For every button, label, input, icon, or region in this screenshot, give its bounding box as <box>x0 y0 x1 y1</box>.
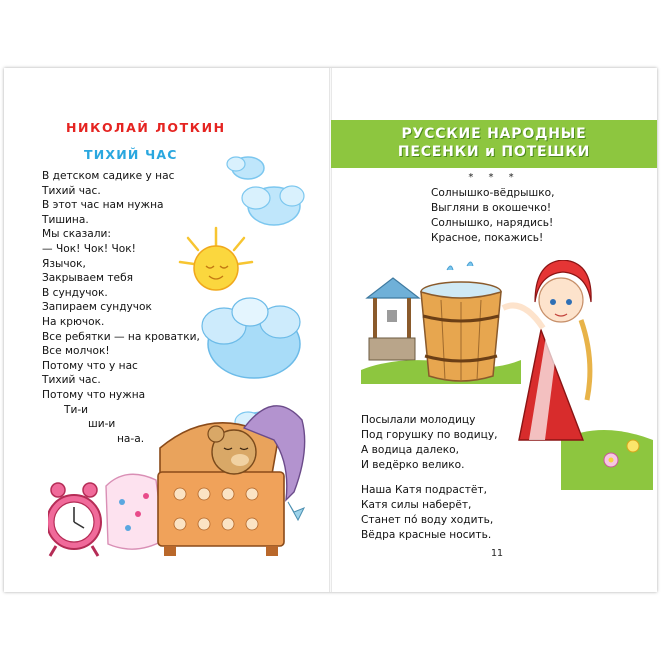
verse-block <box>431 186 554 246</box>
poem-line: Запираем сундучок <box>42 301 152 314</box>
verse-line: Вёдра красные носить. <box>361 529 492 541</box>
poem-line: Все молчок! <box>42 345 110 358</box>
verse-line: Солнышко-вёдрышко, <box>431 187 555 199</box>
cloud-icon <box>202 298 300 378</box>
poem-title: ТИХИЙ ЧАС <box>84 147 178 162</box>
bucket-icon <box>421 262 501 382</box>
verse-line: Катя силы наберёт, <box>361 499 472 511</box>
well-icon <box>367 278 419 360</box>
verse-line: А водица далеко, <box>361 444 459 456</box>
verse-line: Солнышко, нарядись! <box>431 217 554 229</box>
verse-block <box>361 483 493 543</box>
verse-line: И ведёрко велико. <box>361 459 465 471</box>
verse-line: Выгляни в окошечко! <box>431 202 552 214</box>
girl-icon <box>503 260 591 440</box>
poem-line: В сундучок. <box>42 286 108 299</box>
poem-line: Закрываем тебя <box>42 272 133 285</box>
poem-line: Тишина. <box>42 213 89 226</box>
verse-line: Станет по́ воду ходить, <box>361 514 494 526</box>
poem-line: На крючок. <box>42 315 105 328</box>
verse-line: Посылали молодицу <box>361 414 476 426</box>
poem-line: Ти-и <box>64 403 89 416</box>
poem-line: ши-и <box>88 418 116 431</box>
poem-line: — Чок! Чок! Чок! <box>42 242 136 255</box>
poem-line: Мы сказали: <box>42 228 111 241</box>
book-spread <box>4 68 657 592</box>
bedtime-illustration <box>48 386 318 562</box>
right-page <box>331 68 657 592</box>
alarm-clock-icon <box>48 483 101 556</box>
poem-line: Потому что нужна <box>42 388 146 401</box>
page-number: 11 <box>491 548 504 559</box>
poem-line: В этот час нам нужна <box>42 199 164 212</box>
verse-line: Красное, покажись! <box>431 232 544 244</box>
cloud-icon <box>227 157 264 179</box>
author-name: НИКОЛАЙ ЛОТКИН <box>66 120 226 135</box>
poem-line: на-а. <box>117 432 145 445</box>
cloud-icon <box>242 186 304 225</box>
verse-line: Под горушку по водицу, <box>361 429 498 441</box>
left-page <box>4 68 330 592</box>
poem-line: Тихий час. <box>42 374 101 387</box>
verse-block <box>361 413 497 473</box>
pillow-icon <box>106 474 164 549</box>
poem-line: Все ребятки — на кроватки, <box>42 330 200 343</box>
sun-icon <box>180 228 252 290</box>
verse-separator: * * * <box>468 172 520 183</box>
poem-line: Тихий час. <box>42 184 101 197</box>
poem-line: Язычок, <box>42 257 86 270</box>
poem-line: В детском садике у нас <box>42 170 175 182</box>
poem-line: Потому что у нас <box>42 359 138 372</box>
verse-line: Наша Катя подрастёт, <box>361 484 487 496</box>
banner-line: ПЕСЕНКИ и ПОТЕШКИ <box>397 144 591 160</box>
section-banner <box>331 120 657 168</box>
banner-line: РУССКИЕ НАРОДНЫЕ <box>401 126 587 142</box>
